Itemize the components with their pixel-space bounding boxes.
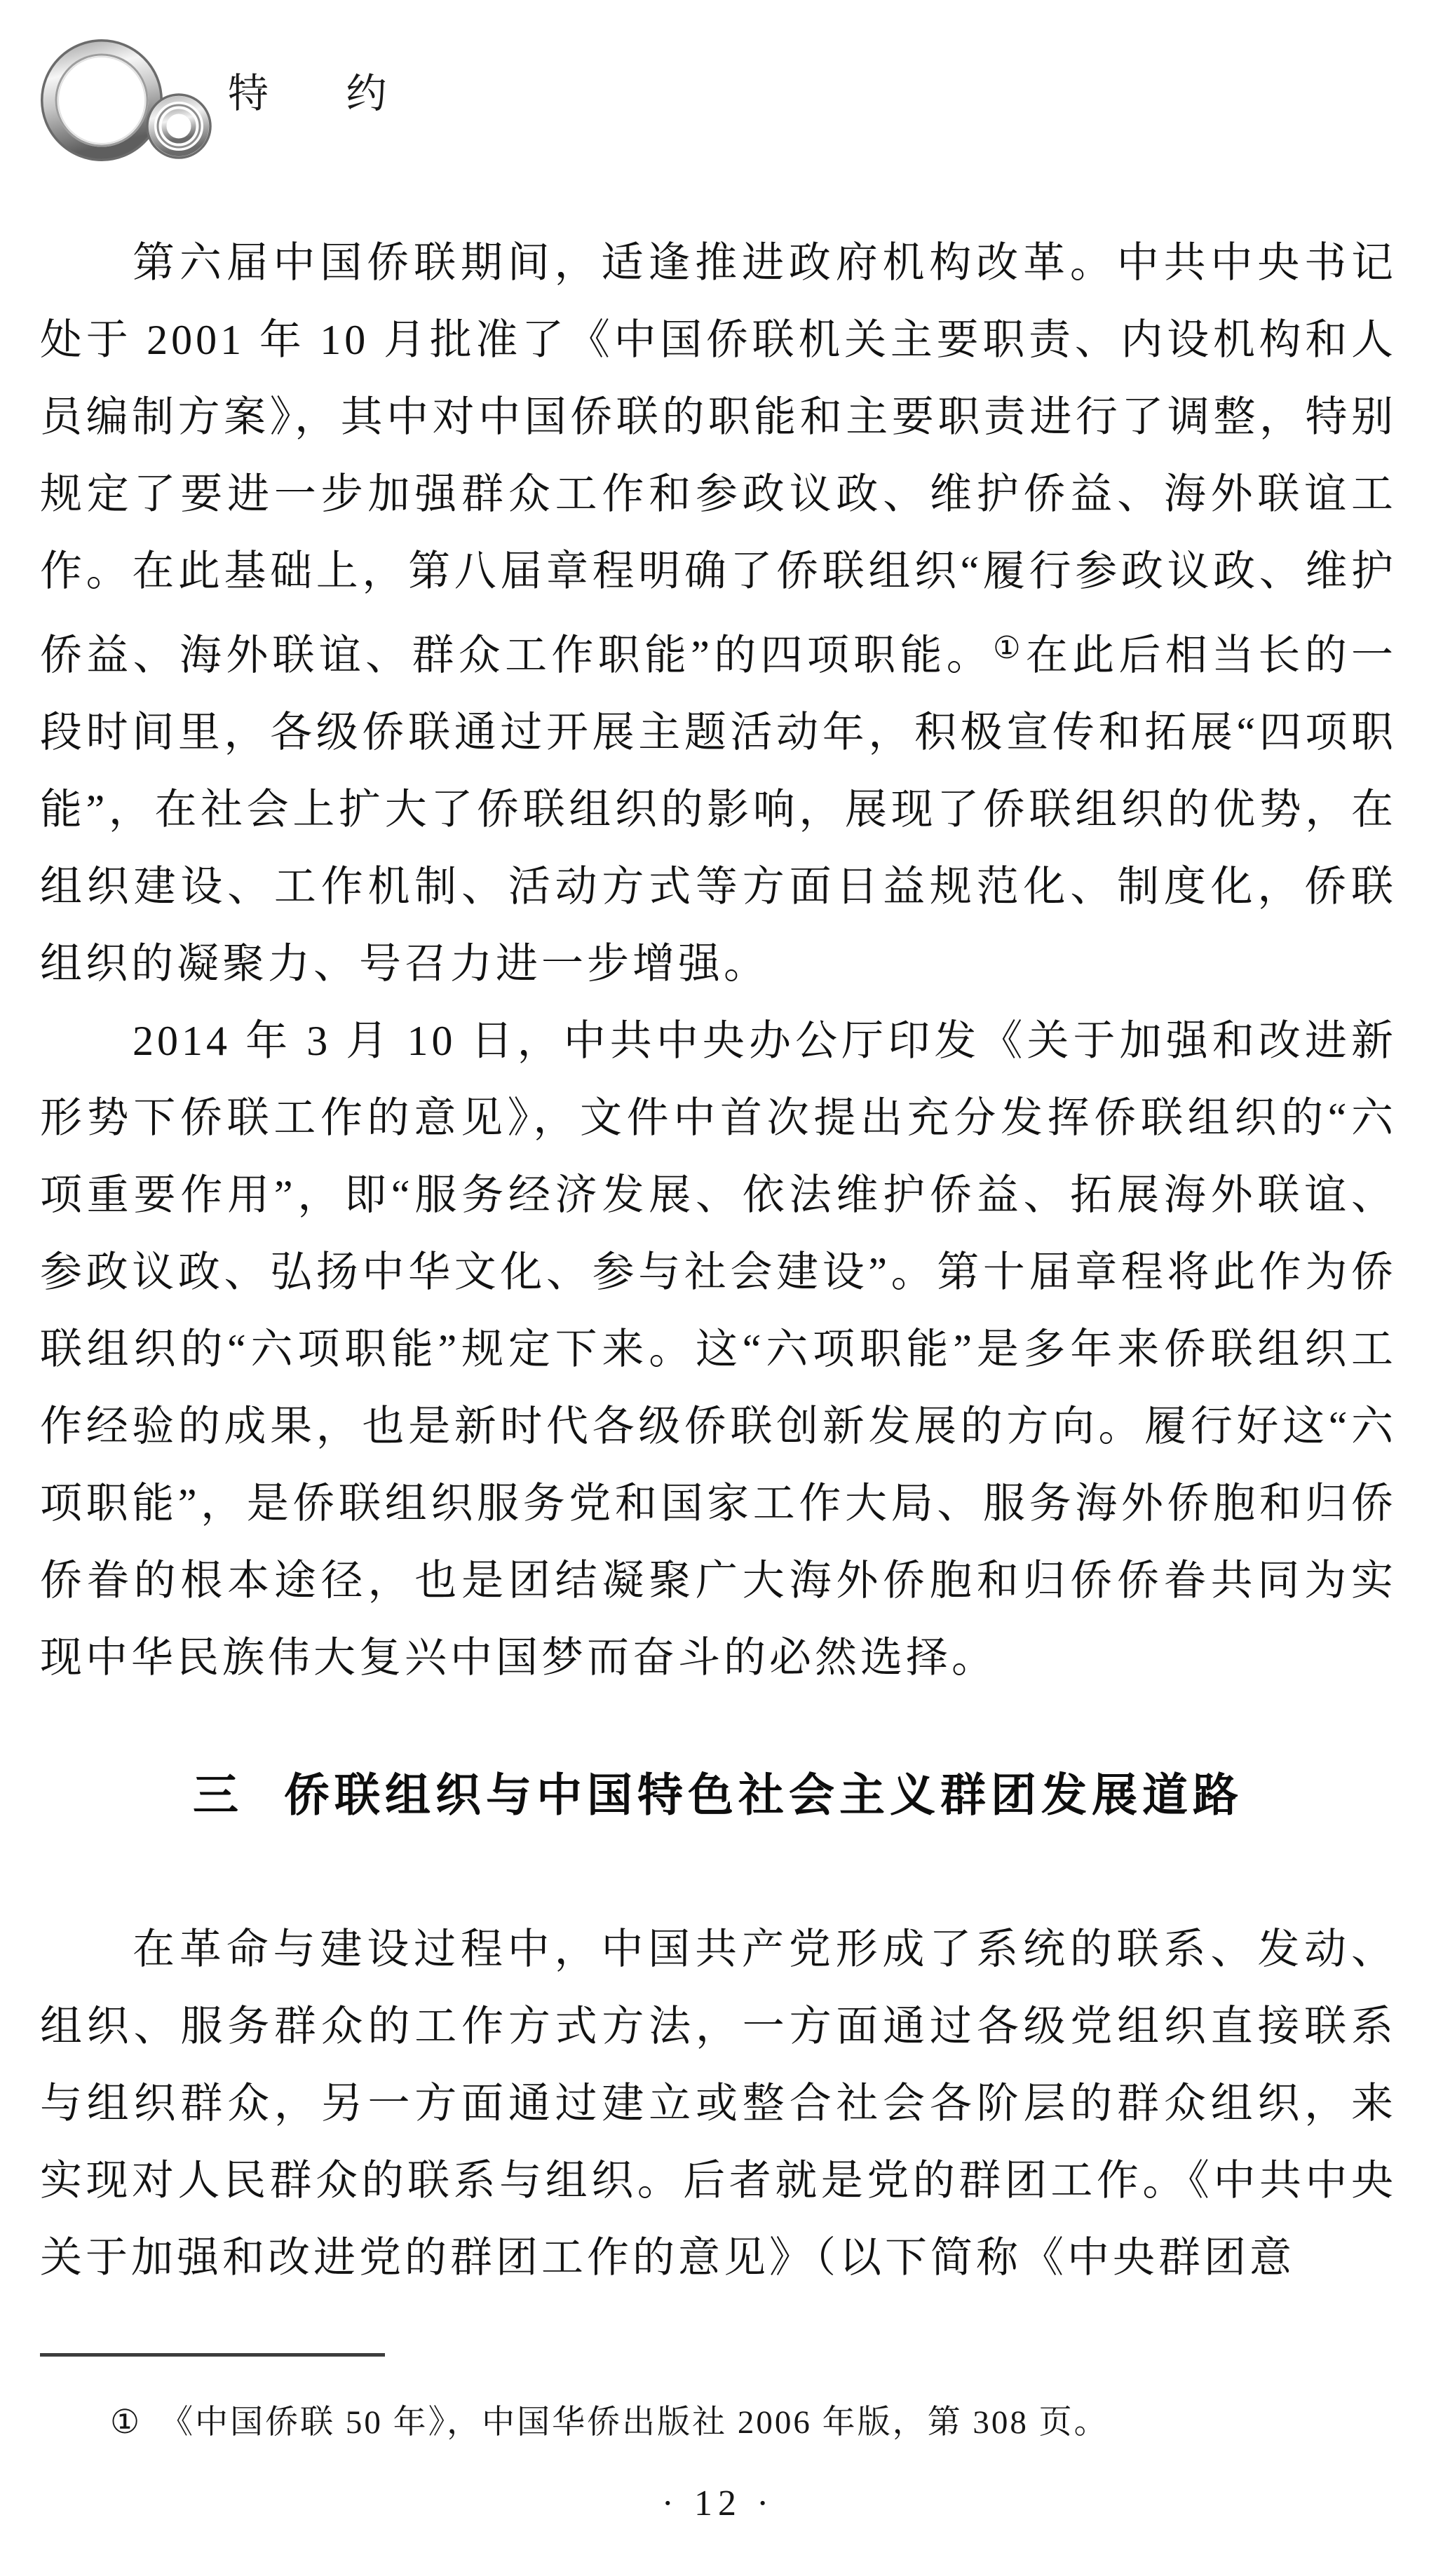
body-text-top xyxy=(40,224,1397,1696)
text-run: 在此后相当长的一段时间里，各级侨联通过开展主题活动年，积极宣传和拓展“四项职能”，在社会上扩大了侨联组织的影响，展现了侨联组织的优势，在组织建设、工作机制、活动方式等方面日益规范化、制度化，侨联组织的凝聚力、号召力进一步增强。 xyxy=(40,632,1397,987)
paragraph xyxy=(40,1002,1397,1696)
footnote xyxy=(40,2400,1397,2445)
section-number: 三 xyxy=(192,1771,243,1821)
footnote-marker: ① xyxy=(110,2404,142,2441)
text-run: 在革命与建设过程中，中国共产党形成了系统的联系、发动、组织、服务群众的工作方式方法，一方面通过各级党组织直接联系与组织群众，另一方面通过建立或整合社会各阶层的群众组织，来实现对人民群众的联系与组织。后者就是党的群团工作。《中共中央关于加强和改进党的群团工作的意见》（以下简称《中央群团意 xyxy=(40,1926,1397,2281)
footnote-text: 《中国侨联 50 年》，中国华侨出版社 2006 年版，第 308 页。 xyxy=(160,2404,1109,2441)
text-run: 第六届中国侨联期间，适逢推进政府机构改革。中共中央书记处于 2001 年 10 月批准了《中国侨联机关主要职责、内设机构和人员编制方案》，其中对中国侨联的职能和主要职责进行了调整，特别规定了要进一步加强群众工作和参政议政、维护侨益、海外联谊工作。在此基础上，第八届章程明确了侨联组织“履行参政议政、维护侨益、海外联谊、群众工作职能”的四项职能。 xyxy=(40,240,1397,679)
paragraph xyxy=(40,224,1397,1002)
footnote-reference: ① xyxy=(993,631,1022,665)
page-number: · 12 · xyxy=(661,2483,775,2523)
footnote-divider xyxy=(40,2353,385,2357)
section-heading xyxy=(0,1763,1436,1829)
large-ring-icon xyxy=(42,41,161,160)
small-ring-icon xyxy=(147,95,210,158)
section-title: 侨联组织与中国特色社会主义群团发展道路 xyxy=(284,1771,1244,1821)
double-rings-logo xyxy=(34,15,251,184)
paragraph xyxy=(40,1911,1397,2296)
text-run: 2014 年 3 月 10 日，中共中央办公厅印发《关于加强和改进新形势下侨联工作的意见》，文件中首次提出充分发挥侨联组织的“六项重要作用”，即“服务经济发展、依法维护侨益、拓展海外联谊、参政议政、弘扬中华文化、参与社会建设”。第十届章程将此作为侨联组织的“六项职能”规定下来。这“六项职能”是多年来侨联组织工作经验的成果，也是新时代各级侨联创新发展的方向。履行好这“六项职能”，是侨联组织服务党和国家工作大局、服务海外侨胞和归侨侨眷的根本途径，也是团结凝聚广大海外侨胞和归侨侨眷共同为实现中华民族伟大复兴中国梦而奋斗的必然选择。 xyxy=(40,1018,1397,1681)
column-label: 特 约 xyxy=(228,71,390,116)
body-text-bottom xyxy=(40,1911,1397,2296)
